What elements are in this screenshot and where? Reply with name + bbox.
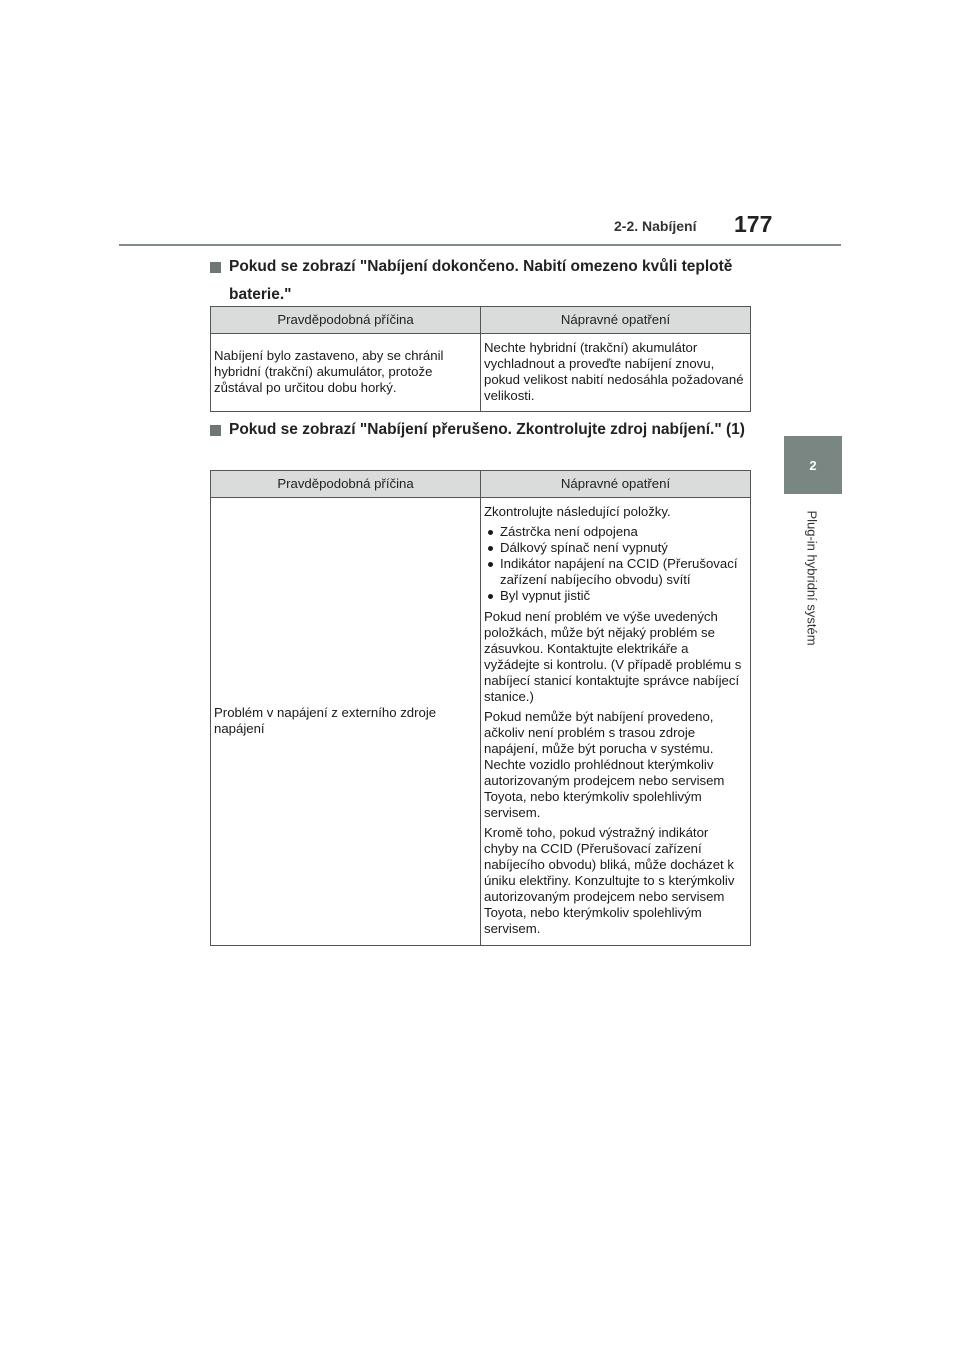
chapter-label: Plug-in hybridní systém [804, 510, 820, 646]
square-bullet-icon [210, 425, 221, 436]
section1-table [210, 306, 751, 412]
table-header-row [211, 307, 751, 334]
remedy-paragraph: Pokud není problém ve výše uvedených položkách, může být nějaký problém se zásuvkou. Kontaktujte elektrikáře a vyžádejte si kontrolu. (V případě problému s nabíjecí stanicí kontaktujte správce nabíjecí stanice.) [484, 609, 742, 704]
check-list [484, 524, 746, 604]
section-title: 2-2. Nabíjení [614, 218, 697, 234]
remedy-paragraph: Pokud nemůže být nabíjení provedeno, ačkoliv není problém s trasou zdroje napájení, může být porucha v systému. Nechte vozidlo prohlédnout kterýmkoliv autorizovaným prodejcem nebo servisem Toyota, nebo kterýmkoliv spolehlivým servisem. [484, 709, 725, 820]
remedy-cell [481, 498, 751, 946]
table-row [211, 498, 751, 946]
section2-heading-text: Pokud se zobrazí "Nabíjení přerušeno. Zkontrolujte zdroj nabíjení." (1) [229, 421, 745, 438]
section2-table [210, 470, 751, 946]
cause-cell: Nabíjení bylo zastaveno, aby se chránil hybridní (trakční) akumulátor, protože zůstával po určitou dobu horký. [211, 334, 481, 412]
section2-heading [210, 416, 755, 444]
list-item: Zástrčka není odpojena [484, 524, 746, 540]
column-header-remedy: Nápravné opatření [481, 307, 751, 334]
column-header-cause: Pravděpodobná příčina [211, 307, 481, 334]
column-header-remedy: Nápravné opatření [481, 471, 751, 498]
list-item: Indikátor napájení na CCID (Přerušovací zařízení nabíjecího obvodu) svítí [484, 556, 746, 588]
header-divider [119, 244, 841, 246]
remedy-paragraph: Kromě toho, pokud výstražný indikátor chyby na CCID (Přerušovací zařízení nabíjecího obvodu) bliká, může docházet k úniku elektřiny. Konzultujte to s kterýmkoliv autorizovaným prodejcem nebo servisem Toyota, nebo kterýmkoliv spolehlivým servisem. [484, 825, 735, 936]
section1-heading [210, 253, 755, 309]
column-header-cause: Pravděpodobná příčina [211, 471, 481, 498]
table-header-row [211, 471, 751, 498]
chapter-number: 2 [809, 457, 817, 473]
cause-cell: Problém v napájení z externího zdroje napájení [211, 498, 481, 946]
list-item: Dálkový spínač není vypnutý [484, 540, 746, 556]
section1-heading-text: Pokud se zobrazí "Nabíjení dokončeno. Nabití omezeno kvůli teplotě baterie." [229, 258, 733, 303]
chapter-tab [784, 436, 842, 494]
table-row [211, 334, 751, 412]
remedy-cell: Nechte hybridní (trakční) akumulátor vychladnout a proveďte nabíjení znovu, pokud velikost nabití nedosáhla požadované velikosti. [481, 334, 751, 412]
page-number: 177 [734, 211, 773, 237]
remedy-intro: Zkontrolujte následující položky. [484, 504, 671, 519]
square-bullet-icon [210, 262, 221, 273]
list-item: Byl vypnut jistič [484, 588, 746, 604]
